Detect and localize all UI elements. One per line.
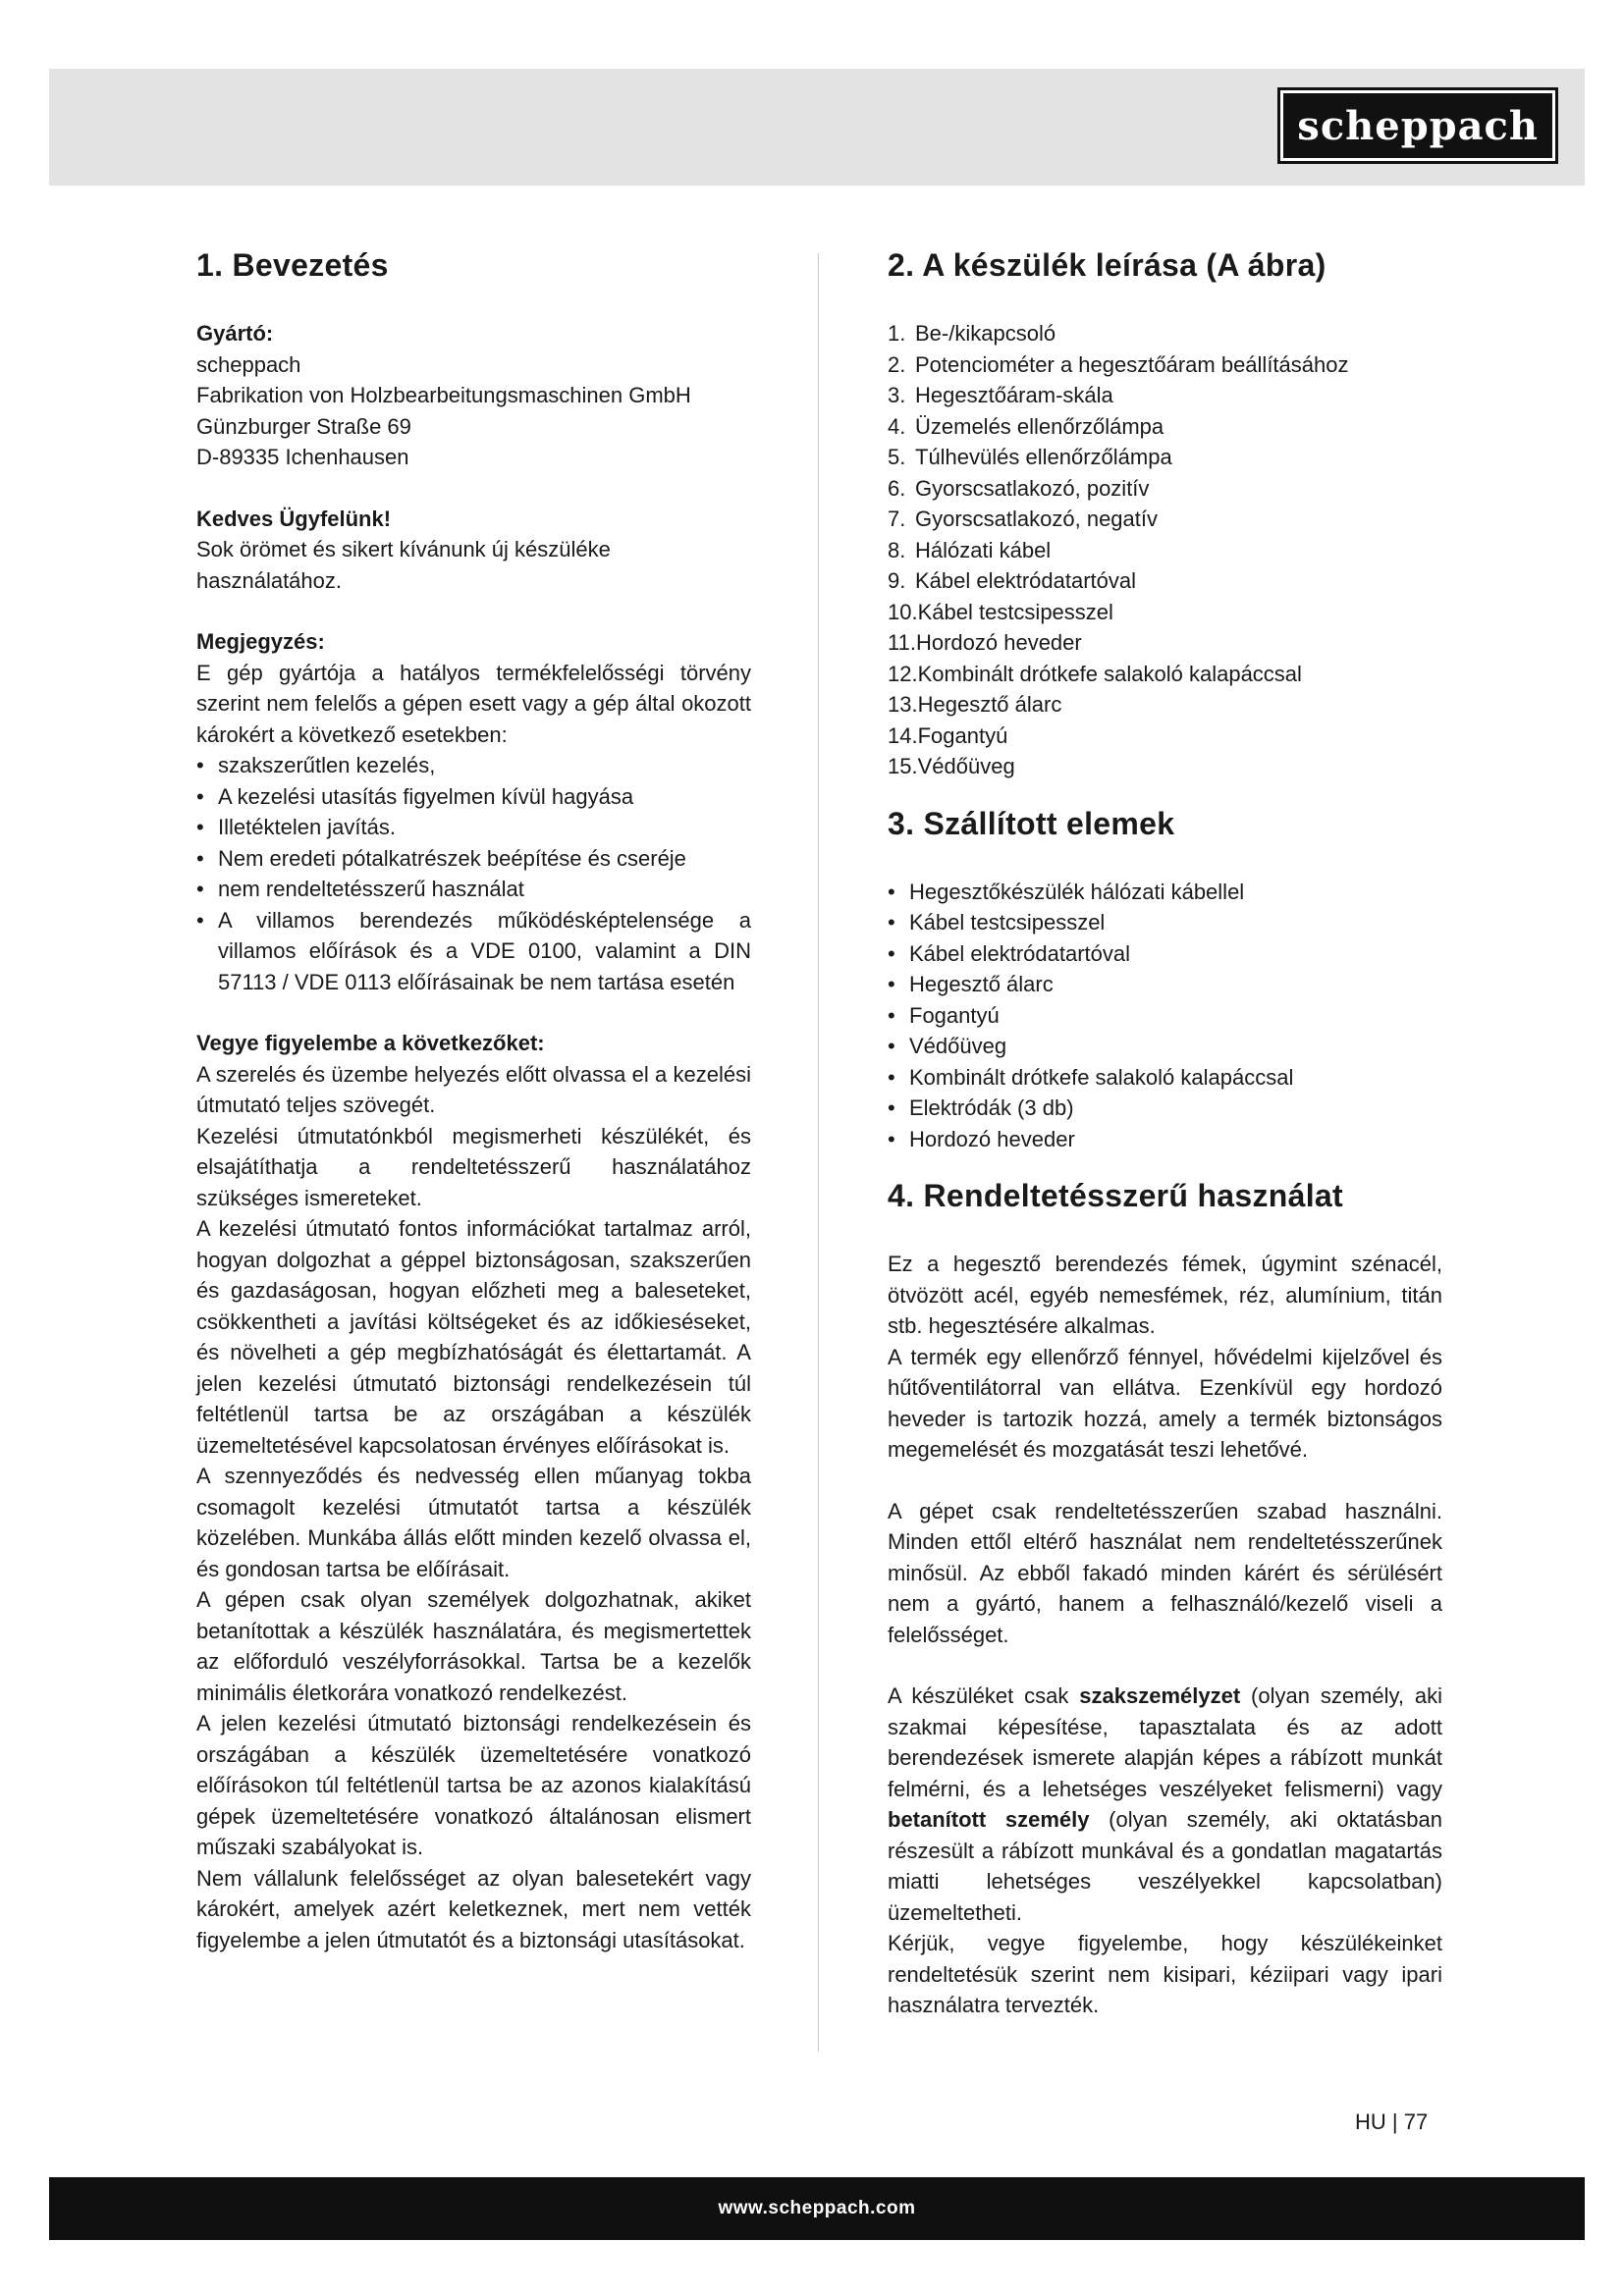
manufacturer-line: Günzburger Straße 69 — [196, 413, 411, 439]
usage-paragraph: Ez a hegesztő berendezés fémek, úgymint szénacél, ötvözött acél, egyéb nemesfémek, réz, alumínium, titán stb. hegesztésére alkalmas. — [888, 1252, 1442, 1338]
list-item: • A kezelési utasítás figyelmen kívül hagyása — [196, 781, 751, 813]
list-item: • Elektródák (3 db) — [888, 1093, 1442, 1124]
section-3-title: 3. Szállított elemek — [888, 805, 1175, 841]
header-band — [49, 69, 1585, 186]
list-item: 2. Potenciométer a hegesztőáram beállításához — [888, 351, 1349, 377]
list-item: • Hegesztő álarc — [888, 969, 1442, 1000]
list-item: 12.Kombinált drótkefe salakoló kalapáccsal — [888, 661, 1302, 686]
list-item: 4. Üzemelés ellenőrzőlámpa — [888, 413, 1164, 439]
usage-paragraph: Kérjük, vegye figyelembe, hogy készülékeinket rendeltetésük szerint nem kisipari, kéziipari vagy ipari használatra tervezték. — [888, 1931, 1442, 2017]
manufacturer-label: Gyártó: — [196, 321, 274, 346]
list-item: • szakszerűtlen kezelés, — [196, 750, 751, 781]
list-item: 13.Hegesztő álarc — [888, 692, 1062, 717]
section-2-title: 2. A készülék leírása (A ábra) — [888, 247, 1326, 283]
right-column — [888, 245, 1442, 2021]
list-item: 1. Be-/kikapcsoló — [888, 321, 1056, 346]
list-item: • Kábel elektródatartóval — [888, 938, 1442, 970]
observe-paragraph: A jelen kezelési útmutató biztonsági rendelkezésein és országában a készülék üzemeltetésére vonatkozó előírásokon túl feltétlenül tartsa be az azonos kialakítású gépek üzemeltetésére vonatkozó általánosan elismert műszaki szabályokat is. — [196, 1711, 751, 1859]
list-item: • Védőüveg — [888, 1031, 1442, 1062]
list-item: 5. Túlhevülés ellenőrzőlámpa — [888, 445, 1172, 469]
observe-paragraph: A kezelési útmutató fontos információkat tartalmaz arról, hogyan dolgozhat a géppel biztonságosan, szakszerűen és gazdaságosan, hogyan előzheti meg a baleseteket, csökkentheti a javítási költségeket és az időkieséseket, és növelheti a gép megbízhatóságát és élettartamát. A jelen kezelési útmutató biztonsági rendelkezésein túl feltétlenül tartsa be az országában a készülék üzemeltetésével kapcsolatosan érvényes előírásokat is. — [196, 1216, 751, 1458]
footer-band — [49, 2177, 1585, 2240]
section-1-title: 1. Bevezetés — [196, 247, 389, 283]
observe-paragraph: A szerelés és üzembe helyezés előtt olvassa el a kezelési útmutató teljes szövegét. — [196, 1061, 751, 1117]
note-list — [196, 750, 751, 997]
observe-paragraph: A gépen csak olyan személyek dolgozhatnak, akiket betanítottak a készülék használatára, és megismertettek az előforduló veszélyforrásokkal. Tartsa be a kezelők minimális életkorára vonatkozó rendelkezést. — [196, 1587, 751, 1705]
list-item: 7. Gyorscsatlakozó, negatív — [888, 507, 1159, 531]
list-item: 15.Védőüveg — [888, 754, 1015, 778]
manufacturer-line: Fabrikation von Holzbearbeitungsmaschinen GmbH — [196, 383, 691, 407]
list-item: 10.Kábel testcsipesszel — [888, 599, 1113, 624]
list-item: 14.Fogantyú — [888, 722, 1008, 748]
list-item: • nem rendeltetésszerű használat — [196, 874, 751, 905]
delivery-list — [888, 877, 1442, 1155]
list-item: • Hegesztőkészülék hálózati kábellel — [888, 877, 1442, 908]
usage-paragraph: A gépet csak rendeltetésszerűen szabad használni. Minden ettől eltérő használat nem rendeltetésszerűnek minősül. Az ebből fakadó minden kárért és sérülésért nem a gyártó, hanem a felhasználó/kezelő viseli a felelősséget. — [888, 1498, 1442, 1647]
scheppach-logo: scheppach — [1280, 90, 1555, 161]
page-number: HU | 77 — [1355, 2109, 1429, 2134]
list-item: • A villamos berendezés működésképtelensége a villamos előírások és a VDE 0100, valamint a DIN 57113 / VDE 0113 előírásainak be nem tartása esetén — [196, 905, 751, 998]
list-item: 9. Kábel elektródatartóval — [888, 568, 1137, 593]
observe-paragraph: Nem vállalunk felelősséget az olyan balesetekért vagy károkért, amelyek azért keletkeznek, mert nem vették figyelembe a jelen útmutatót és a biztonsági utasításokat. — [196, 1865, 751, 1952]
list-item: 6. Gyorscsatlakozó, pozitív — [888, 475, 1150, 501]
left-column — [196, 245, 751, 1955]
list-item: 11.Hordozó heveder — [888, 630, 1082, 655]
observe-paragraph: Kezelési útmutatónkból megismerheti készülékét, és elsajátíthatja a rendeltetésszerű használatához szükséges ismereteket. — [196, 1123, 751, 1210]
manufacturer-line: D-89335 Ichenhausen — [196, 445, 409, 469]
column-divider — [818, 253, 819, 2052]
list-item: • Kombinált drótkefe salakoló kalapáccsal — [888, 1062, 1442, 1094]
list-item: • Fogantyú — [888, 1000, 1442, 1032]
observe-label: Vegye figyelembe a következőket: — [196, 1031, 545, 1055]
list-item: • Illetéktelen javítás. — [196, 812, 751, 843]
device-parts-list — [888, 318, 1442, 782]
list-item: • Nem eredeti pótalkatrészek beépítése és cseréje — [196, 843, 751, 875]
usage-paragraph: A készüléket csak szakszemélyzet (olyan személy, aki szakmai képesítése, tapasztalata és az adott berendezések ismerete alapján képes a rábízott munkát felmérni, és a lehetséges veszélyeket felismerni) vagy betanított személy (olyan személy, aki oktatásban részesült a rábízott munkával és a gondatlan magatartás miatti lehetséges veszélyekkel kapcsolatban) üzemeltetheti. — [888, 1683, 1442, 1925]
note-label: Megjegyzés: — [196, 629, 325, 654]
section-4-title: 4. Rendeltetésszerű használat — [888, 1178, 1343, 1213]
list-item: • Kábel testcsipesszel — [888, 907, 1442, 938]
list-item: 8. Hálózati kábel — [888, 537, 1052, 562]
greeting-text: Sok örömet és sikert kívánunk új készüléke használatához. — [196, 537, 611, 593]
website-url[interactable]: www.scheppach.com — [718, 2198, 916, 2218]
observe-paragraph: A szennyeződés és nedvesség ellen műanyag tokba csomagolt kezelési útmutatót tartsa a készülék közelében. Munkába állás előtt minden kezelő olvassa el, és gondosan tartsa be előírásait. — [196, 1464, 751, 1581]
manufacturer-line: scheppach — [196, 351, 301, 377]
note-text: E gép gyártója a hatályos termékfelelősségi törvény szerint nem felelős a gépen esett vagy a gép által okozott károkért a következő esetekben: — [196, 660, 751, 747]
list-item: • Hordozó heveder — [888, 1124, 1442, 1155]
list-item: 3. Hegesztőáram-skála — [888, 383, 1113, 407]
greeting-label: Kedves Ügyfelünk! — [196, 506, 392, 531]
usage-paragraph: A termék egy ellenőrző fénnyel, hővédelmi kijelzővel és hűtőventilátorral van ellátva. Ezenkívül egy hordozó heveder is tartozik hozzá, amely a termék biztonságos megemelését és mozgatását teszi lehetővé. — [888, 1344, 1442, 1462]
